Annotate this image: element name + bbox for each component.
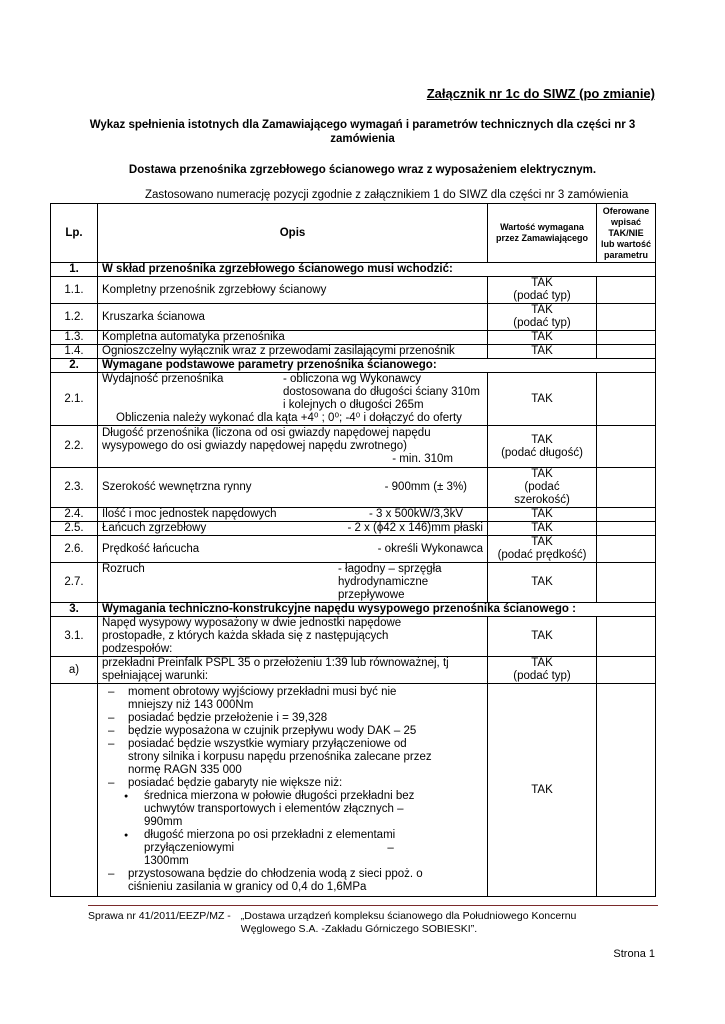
table-row xyxy=(51,331,656,345)
row-lp: 3.1. xyxy=(51,617,98,657)
header-lp: Lp. xyxy=(51,204,98,263)
row-lp: 2.4. xyxy=(51,508,98,522)
table-row xyxy=(51,359,656,373)
list-item: – posiadać będzie gabaryty nie większe niż: xyxy=(102,777,432,790)
table-row xyxy=(51,468,656,508)
header-offered: Oferowane wpisać TAK/NIE lub wartość parametru xyxy=(597,204,656,263)
list-item: – przystosowana będzie do chłodzenia wodą z sieci ppoż. o ciśnieniu zasilania w granicy od 0,4 do 1,6MPa xyxy=(102,868,432,894)
table-row xyxy=(51,277,656,304)
table-row xyxy=(51,263,656,277)
case-reference: Sprawa nr 41/2011/EEZP/MZ - xyxy=(88,910,231,922)
row-required: TAK xyxy=(488,373,597,426)
row-description xyxy=(98,684,488,897)
list-item: – będzie wyposażona w czujnik przepływu wody DAK – 25 xyxy=(102,725,432,738)
table-row xyxy=(51,508,656,522)
row-offered[interactable] xyxy=(597,617,656,657)
table-row xyxy=(51,536,656,563)
param-value: - określi Wykonawca xyxy=(377,542,483,555)
row-offered[interactable] xyxy=(597,536,656,563)
footer-description: „Dostawa urządzeń kompleksu ścianowego dla Południowego Koncernu Węglowego S.A. -Zakładu Górniczego SOBIESKI”. xyxy=(240,910,577,935)
param-name: Wydajność przenośnika xyxy=(102,373,224,385)
row-lp: 2. xyxy=(51,359,98,373)
table-row xyxy=(51,426,656,468)
row-description: przekładni Preinfalk PSPL 35 o przełożeniu 1:39 lub równoważnej, tj spełniającej warunki: xyxy=(98,657,488,684)
param-value: - min. 310m xyxy=(392,453,453,465)
row-lp: 3. xyxy=(51,603,98,617)
row-lp: a) xyxy=(51,657,98,684)
row-required: TAK (podać prędkość) xyxy=(488,536,597,563)
row-description xyxy=(98,522,488,536)
row-description: Napęd wysypowy wyposażony w dwie jednostki napędowe prostopadłe, z których każda składa się z następujących podzespołów: xyxy=(98,617,488,657)
row-description: Kruszarka ścianowa xyxy=(98,304,488,331)
row-lp: 2.7. xyxy=(51,563,98,603)
table-row xyxy=(51,522,656,536)
header-required: Wartość wymagana przez Zamawiającego xyxy=(488,204,597,263)
row-offered[interactable] xyxy=(597,522,656,536)
row-required: TAK (podać szerokość) xyxy=(488,468,597,508)
table-row xyxy=(51,657,656,684)
row-offered[interactable] xyxy=(597,508,656,522)
row-lp xyxy=(51,684,98,897)
row-required: TAK xyxy=(488,522,597,536)
list-item: ● średnica mierzona w połowie długości przekładni bez uchwytów transportowych i elementów złącznych – 990mm xyxy=(102,790,432,829)
section-title: Wymagane podstawowe parametry przenośnika ścianowego: xyxy=(98,359,656,373)
row-lp: 2.5. xyxy=(51,522,98,536)
row-required: TAK xyxy=(488,331,597,345)
row-lp: 1.1. xyxy=(51,277,98,304)
row-offered[interactable] xyxy=(597,304,656,331)
page-number: Strona 1 xyxy=(613,948,655,960)
row-lp: 1.3. xyxy=(51,331,98,345)
row-lp: 1. xyxy=(51,263,98,277)
table-row xyxy=(51,563,656,603)
row-lp: 2.3. xyxy=(51,468,98,508)
row-required: TAK xyxy=(488,684,597,897)
row-offered[interactable] xyxy=(597,373,656,426)
param-note: Obliczenia należy wykonać dla kąta +4⁰ ; 0⁰; -4⁰ i dołączyć do oferty xyxy=(116,412,462,424)
row-offered[interactable] xyxy=(597,426,656,468)
table-row xyxy=(51,304,656,331)
param-name: Prędkość łańcucha xyxy=(102,542,200,555)
document-subtitle: Wykaz spełnienia istotnych dla Zamawiającego wymagań i parametrów technicznych dla części nr 3 zamówienia xyxy=(89,119,636,145)
list-item: – moment obrotowy wyjściowy przekładni musi być nie mniejszy niż 143 000Nm xyxy=(102,686,432,712)
row-offered[interactable] xyxy=(597,657,656,684)
param-value: - 2 x (ϕ42 x 146)mm płaski xyxy=(347,522,483,534)
row-required: TAK (podać typ) xyxy=(488,304,597,331)
row-description: Kompletny przenośnik zgrzebłowy ścianowy xyxy=(98,277,488,304)
footer-divider xyxy=(88,905,658,906)
row-required: TAK (podać długość) xyxy=(488,426,597,468)
row-lp: 2.6. xyxy=(51,536,98,563)
row-description xyxy=(98,373,488,426)
row-lp: 2.1. xyxy=(51,373,98,426)
requirements-list xyxy=(102,686,432,894)
list-item: ● długość mierzona po osi przekładni z elementami przyłączeniowymi – 1300mm xyxy=(102,829,432,868)
param-value: - łagodny – sprzęgła hydrodynamiczne przepływowe xyxy=(338,563,442,601)
row-offered[interactable] xyxy=(597,684,656,897)
row-description xyxy=(98,563,488,603)
param-value: - 3 x 500kW/3,3kV xyxy=(369,508,463,520)
table-row xyxy=(51,684,656,897)
table-row xyxy=(51,345,656,359)
row-required: TAK (podać typ) xyxy=(488,277,597,304)
row-description xyxy=(98,426,488,468)
row-required: TAK (podać typ) xyxy=(488,657,597,684)
row-lp: 2.2. xyxy=(51,426,98,468)
row-required: TAK xyxy=(488,508,597,522)
table-header-row xyxy=(51,204,656,263)
row-lp: 1.2. xyxy=(51,304,98,331)
param-name: Szerokość wewnętrzna rynny xyxy=(102,481,252,493)
row-description: Ognioszczelny wyłącznik wraz z przewodami zasilającymi przenośnik xyxy=(98,345,488,359)
param-name: Długość przenośnika (liczona od osi gwiazdy napędowej napędu wysypowego do osi gwiazdy napędowej napędu zwrotnego) xyxy=(102,427,431,452)
numbering-note: Zastosowano numerację pozycji zgodnie z załącznikiem 1 do SIWZ dla części nr 3 zamówienia xyxy=(145,189,629,201)
row-offered[interactable] xyxy=(597,563,656,603)
list-item: – posiadać będzie wszystkie wymiary przyłączeniowe od strony silnika i korpusu napędu przenośnika zalecane przez normę RAGN 335 000 xyxy=(102,738,432,777)
param-name: Rozruch xyxy=(102,563,145,575)
footer xyxy=(88,910,688,936)
row-description xyxy=(98,468,488,508)
row-required: TAK xyxy=(488,563,597,603)
param-name: Ilość i moc jednostek napędowych xyxy=(102,508,277,520)
section-title: Wymagania techniczno-konstrukcyjne napędu wysypowego przenośnika ścianowego : xyxy=(98,603,656,617)
param-value: - 900mm (± 3%) xyxy=(384,481,467,493)
table-row xyxy=(51,603,656,617)
attachment-title: Załącznik nr 1c do SIWZ (po zmianie) xyxy=(426,86,655,101)
table-row xyxy=(51,617,656,657)
row-offered[interactable] xyxy=(597,468,656,508)
row-lp: 1.4. xyxy=(51,345,98,359)
param-name: Łańcuch zgrzebłowy xyxy=(102,522,207,534)
header-opis: Opis xyxy=(98,204,488,263)
row-description: Kompletna automatyka przenośnika xyxy=(98,331,488,345)
row-offered[interactable] xyxy=(597,345,656,359)
row-description xyxy=(98,536,488,563)
requirements-table xyxy=(50,203,656,897)
section-title: W skład przenośnika zgrzebłowego ścianowego musi wchodzić: xyxy=(98,263,656,277)
list-item: – posiadać będzie przełożenie i = 39,328 xyxy=(102,712,432,725)
table-row xyxy=(51,373,656,426)
row-required: TAK xyxy=(488,345,597,359)
row-description xyxy=(98,508,488,522)
param-value: - obliczona wg Wykonawcy dostosowana do długości ściany 310m i kolejnych o długości 265m xyxy=(283,373,480,411)
row-required: TAK xyxy=(488,617,597,657)
row-offered[interactable] xyxy=(597,277,656,304)
document-subject: Dostawa przenośnika zgrzebłowego ścianowego wraz z wyposażeniem elektrycznym. xyxy=(128,164,597,176)
row-offered[interactable] xyxy=(597,331,656,345)
